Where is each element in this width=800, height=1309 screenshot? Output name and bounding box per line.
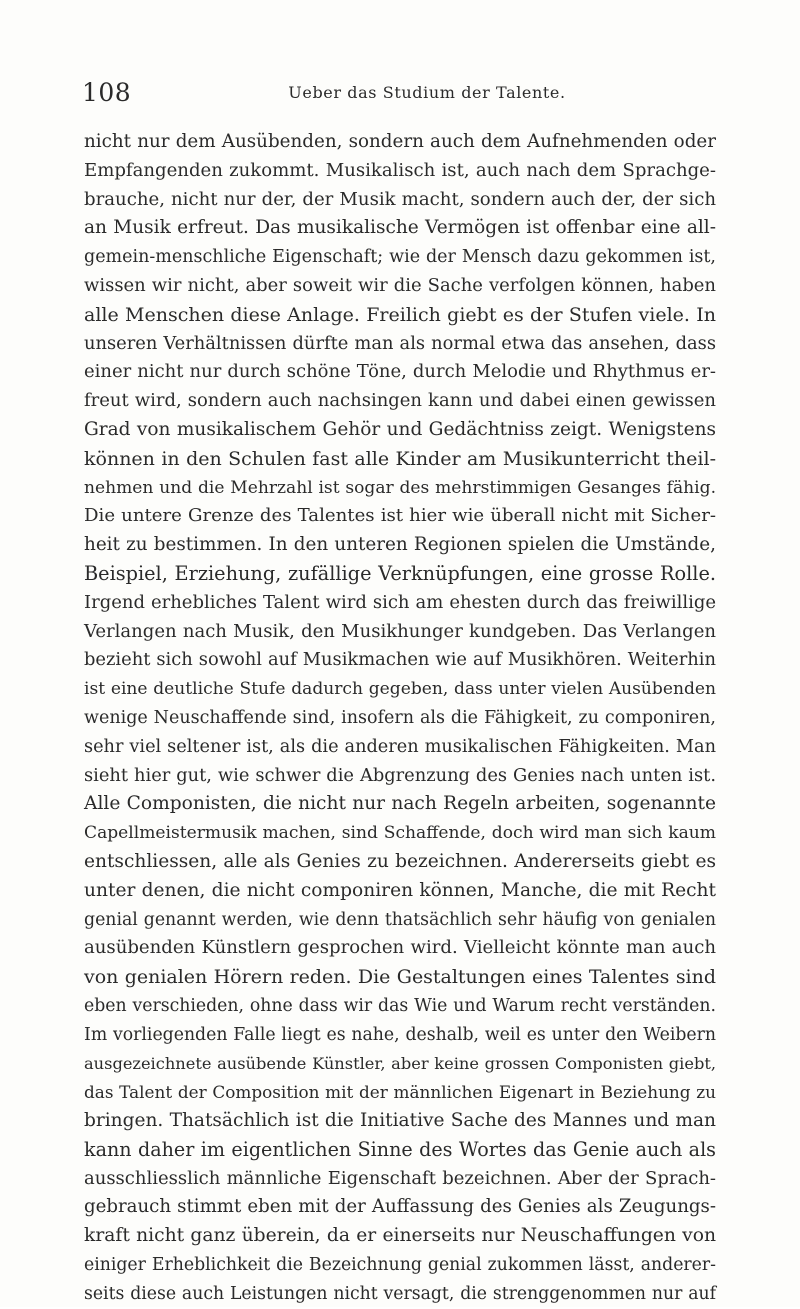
text-line: Alle Componisten, die nicht nur nach Regeln arbeiten, sogenannte <box>84 793 716 815</box>
text-line: Empfangenden zukommt. Musikalisch ist, auch nach dem Sprachge- <box>84 159 716 181</box>
text-line: Capellmeistermusik machen, sind Schaffende, doch wird man sich kaum <box>84 823 716 844</box>
text-line: kann daher im eigentlichen Sinne des Wortes das Genie auch als <box>84 1137 716 1161</box>
running-head <box>82 78 702 108</box>
text-line: Beispiel, Erziehung, zufällige Verknüpfungen, eine grosse Rolle. <box>84 561 716 585</box>
text-line: sieht hier gut, wie schwer die Abgrenzung des Genies nach unten ist. <box>84 764 716 786</box>
text-line: Im vorliegenden Falle liegt es nahe, deshalb, weil es unter den Weibern <box>84 1024 716 1045</box>
text-line: heit zu bestimmen. In den unteren Regionen spielen die Umstände, <box>84 534 716 556</box>
text-line: eben verschieden, ohne dass wir das Wie und Warum recht verständen. <box>84 995 716 1016</box>
text-line: unter denen, die nicht componiren können, Manche, die mit Recht <box>84 879 716 901</box>
text-line: können in den Schulen fast alle Kinder am Musikunterricht theil- <box>84 447 716 470</box>
page-number: 108 <box>82 78 132 107</box>
text-line: genial genannt werden, wie denn thatsächlich sehr häufig von genialen <box>84 909 716 930</box>
body-text <box>84 128 716 1309</box>
text-line: bezieht sich sowohl auf Musikmachen wie auf Musikhören. Weiterhin <box>84 649 716 671</box>
text-line: kraft nicht ganz überein, da er einerseits nur Neuschaffungen von <box>84 1225 716 1247</box>
text-line: Irgend erhebliches Talent wird sich am ehesten durch das freiwillige <box>84 591 716 613</box>
text-line: entschliessen, alle als Genies zu bezeichnen. Andererseits giebt es <box>84 850 716 872</box>
running-title: Ueber das Studium der Talente. <box>288 83 566 102</box>
text-line: von genialen Hörern reden. Die Gestaltungen eines Talentes sind <box>84 966 716 989</box>
text-line: ist eine deutliche Stufe dadurch gegeben, dass unter vielen Ausübenden <box>84 679 716 700</box>
text-line: gebrauch stimmt eben mit der Auffassung des Genies als Zeugungs- <box>84 1196 716 1218</box>
text-line: freut wird, sondern auch nachsingen kann und dabei einen gewissen <box>84 390 716 412</box>
text-line: nehmen und die Mehrzahl ist sogar des mehrstimmigen Gesanges fähig. <box>84 477 716 498</box>
text-line: brauche, nicht nur der, der Musik macht, sondern auch der, der sich <box>84 188 716 210</box>
text-line: das Talent der Composition mit der männlichen Eigenart in Beziehung zu <box>84 1082 716 1103</box>
text-line: gemein-menschliche Eigenschaft; wie der Mensch dazu gekommen ist, <box>84 247 716 268</box>
text-line: unseren Verhältnissen dürfte man als normal etwa das ansehen, dass <box>84 332 716 354</box>
text-line: Die untere Grenze des Talentes ist hier wie überall nicht mit Sicher- <box>84 505 716 527</box>
text-line: ausgezeichnete ausübende Künstler, aber keine grossen Componisten giebt, <box>84 1053 716 1073</box>
text-line: bringen. Thatsächlich ist die Initiative Sache des Mannes und man <box>84 1110 716 1132</box>
text-line: sehr viel seltener ist, als die anderen musikalischen Fähigkeiten. Man <box>84 736 716 757</box>
text-line: nicht nur dem Ausübenden, sondern auch dem Aufnehmenden oder <box>84 131 716 152</box>
text-line: ausschliesslich männliche Eigenschaft bezeichnen. Aber der Sprach- <box>84 1167 716 1189</box>
text-line: einer nicht nur durch schöne Töne, durch Melodie und Rhythmus er- <box>84 361 716 383</box>
text-line: alle Menschen diese Anlage. Freilich giebt es der Stufen viele. In <box>84 303 716 326</box>
text-line: wissen wir nicht, aber soweit wir die Sache verfolgen können, haben <box>84 274 716 296</box>
text-line: einiger Erheblichkeit die Bezeichnung genial zukommen lässt, anderer- <box>84 1255 716 1276</box>
text-line: Verlangen nach Musik, den Musikhunger kundgeben. Das Verlangen <box>84 620 716 642</box>
text-line: seits diese auch Leistungen nicht versagt, die strenggenommen nur auf <box>84 1283 716 1304</box>
text-line: wenige Neuschaffende sind, insofern als die Fähigkeit, zu componiren, <box>84 707 716 728</box>
text-line: Grad von musikalischem Gehör und Gedächtniss zeigt. Wenigstens <box>84 418 716 440</box>
text-line: an Musik erfreut. Das musikalische Vermögen ist offenbar eine all- <box>84 217 716 239</box>
text-line: ausübenden Künstlern gesprochen wird. Vielleicht könnte man auch <box>84 937 716 959</box>
